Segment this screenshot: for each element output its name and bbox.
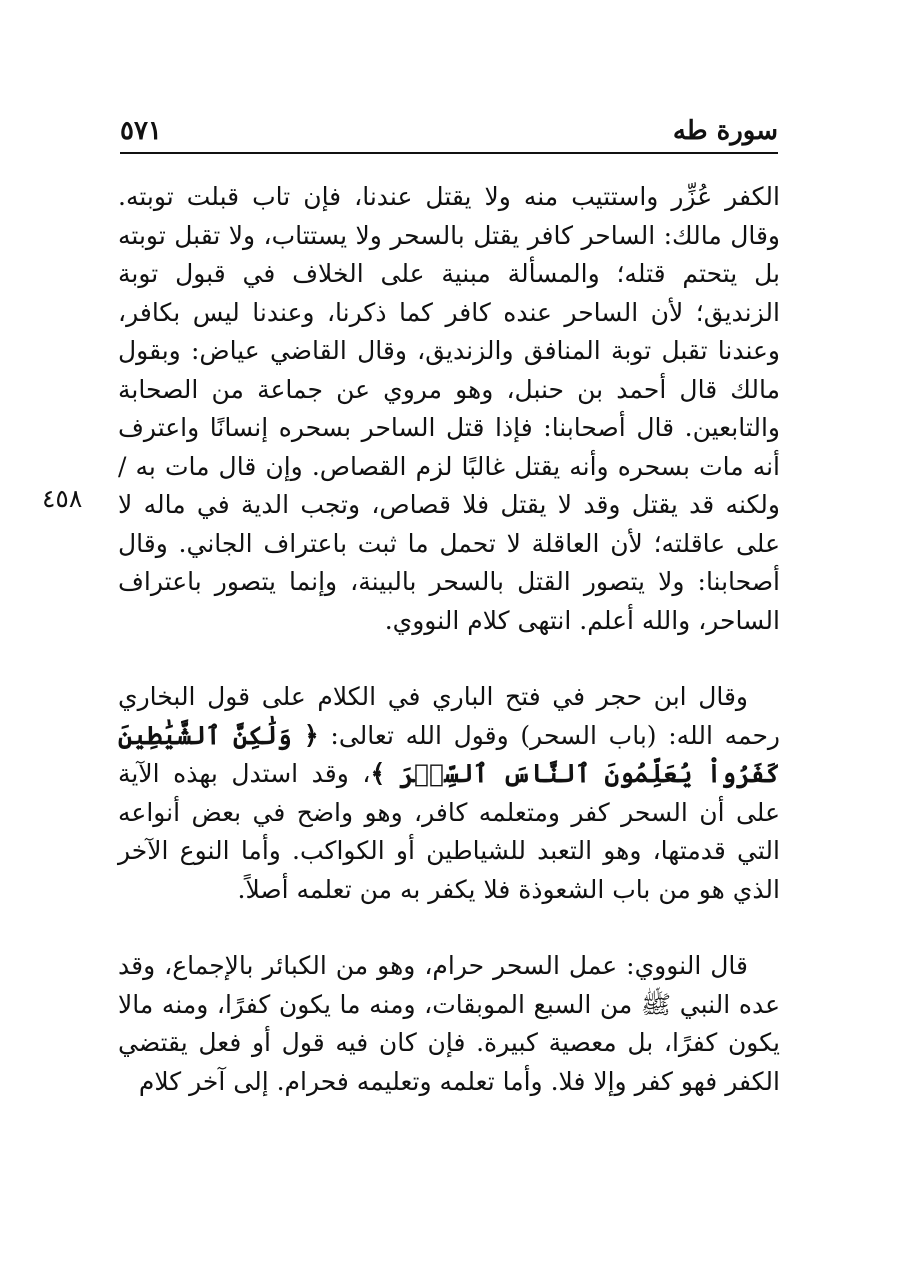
paragraph-3: قال النووي: عمل السحر حرام، وهو من الكبائر بالإجماع، وقد عده النبي ﷺ من السبع الموبقات، ومنه ما يكون كفرًا، ومنه مالا يكون كفرًا، بل معصية كبيرة. فإن كان فيه قول أو فعل يقتضي الكفر فهو كفر وإلا فلا. وأما تعلمه وتعليمه فحرام. إلى آخر كلام (118, 951, 780, 1096)
page-header (120, 112, 778, 154)
margin-folio-number: ٤٥٨ (42, 484, 83, 513)
paragraph-1: الكفر عُزِّر واستتيب منه ولا يقتل عندنا، فإن تاب قبلت توبته. وقال مالك: الساحر كافر يقتل بالسحر ولا يستتاب، ولا تقبل توبته بل يتحتم قتله؛ والمسألة مبنية على الخلاف في قبول توبة الزنديق؛ لأن الساحر عنده كافر كما ذكرنا، وعندنا ليس بكافر، وعندنا تقبل توبة المنافق والزنديق، وقال القاضي عياض: وبقول مالك قال أحمد بن حنبل، وهو مروي عن جماعة من الصحابة والتابعين. قال أصحابنا: فإذا قتل الساحر بسحره إنسانًا واعترف أنه مات بسحره وأنه يقتل غالبًا لزم القصاص. وإن قال مات به / ولكنه قد يقتل وقد لا يقتل فلا قصاص، وتجب الدية في ماله لا على عاقلته؛ لأن العاقلة لا تحمل ما ثبت باعتراف الجاني. وقال أصحابنا: ولا يتصور القتل بالسحر بالبينة، وإنما يتصور باعتراف الساحر، والله أعلم. انتهى كلام النووي. (118, 182, 780, 635)
body-text (118, 178, 780, 1101)
paragraph-2 (118, 678, 780, 909)
running-title: سورة طه (672, 116, 778, 146)
quran-verse: ﴿ وَلَٰكِنَّ ٱلشَّيَٰطِينَ كَفَرُواْ يُعَلِّمُونَ ٱلنَّاسَ ٱلسِّحۡرَ ﴾ (118, 720, 780, 788)
page-number: ٥٧١ (120, 116, 162, 146)
paragraph-2-rest: ، وقد استدل بهذه الآية على أن السحر كفر ومتعلمه كافر، وهو واضح في بعض أنواعه التي قدمتها، وهو التعبد للشياطين أو الكواكب. وأما النوع الآخر الذي هو من باب الشعوذة فلا يكفر به من تعلمه أصلاً. (118, 759, 780, 904)
paragraph-2-intro: وقال ابن حجر في فتح الباري في الكلام على قول البخاري رحمه الله: (باب السحر) وقول الله تعالى: (118, 682, 780, 750)
